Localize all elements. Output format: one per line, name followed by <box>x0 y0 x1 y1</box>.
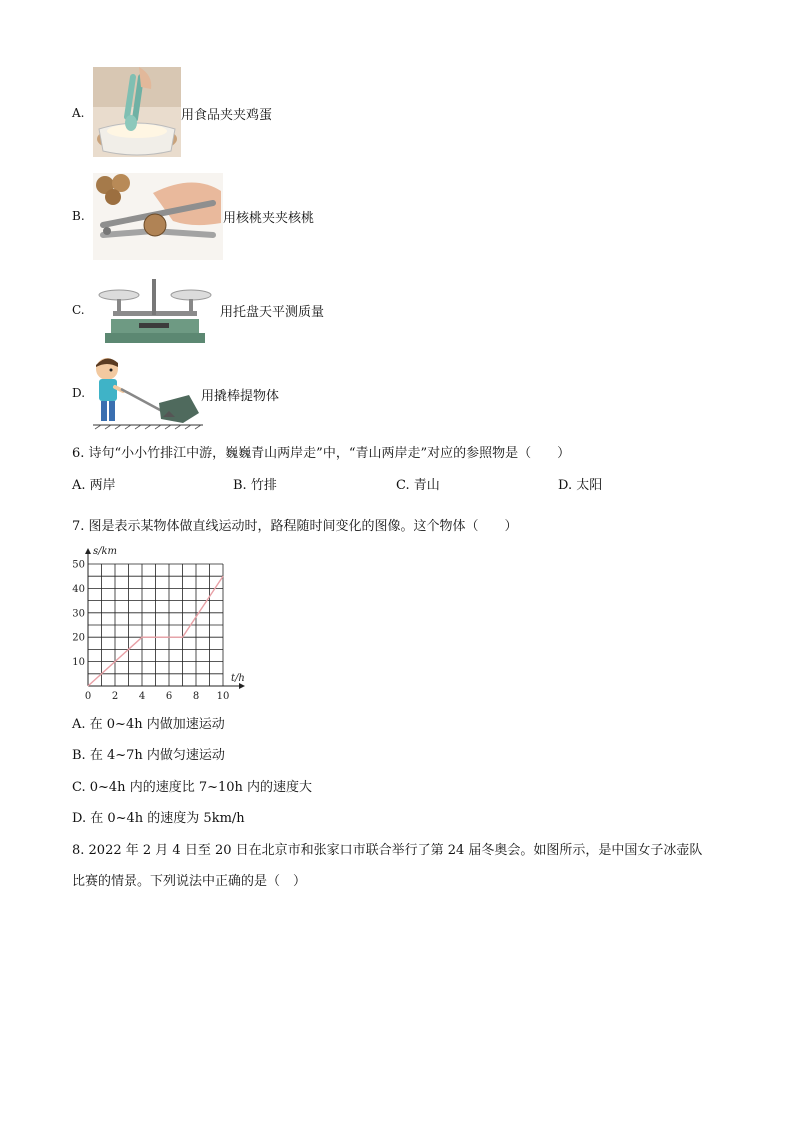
option-caption: 用食品夹夹鸡蛋 <box>181 108 273 123</box>
option-caption: 用核桃夹夹核桃 <box>223 211 315 226</box>
x-tick-label: 10 <box>216 691 230 702</box>
x-tick-label: 2 <box>111 691 119 702</box>
x-tick-label: 6 <box>165 691 173 702</box>
q6-choice-b: B. 竹排 <box>233 478 277 493</box>
chart-labels <box>72 546 245 702</box>
y-tick-label: 50 <box>72 559 85 571</box>
y-tick-label: 40 <box>72 583 85 595</box>
x-tick-label: 0 <box>84 691 92 702</box>
tongs-egg-image <box>93 67 181 157</box>
option-letter: D. <box>72 386 86 400</box>
x-tick-label: 8 <box>192 691 200 702</box>
q7-choice-c: C. 0~4h 内的速度比 7~10h 内的速度大 <box>72 780 313 795</box>
chart-svg <box>62 540 262 705</box>
q7-choice-b: B. 在 4~7h 内做匀速运动 <box>72 748 225 763</box>
q6-choice-a: A. 两岸 <box>72 478 116 493</box>
y-axis-label: s/km <box>93 546 118 557</box>
y-tick-label: 10 <box>72 657 85 669</box>
distance-time-chart <box>62 540 262 705</box>
x-axis-label: t/h <box>231 673 245 684</box>
q6-stem: 6. 诗句“小小竹排江中游，巍巍青山两岸走”中，“青山两岸走”对应的参照物是（ ） <box>72 446 571 461</box>
crowbar-boy-image <box>93 355 203 433</box>
q7-stem: 7. 图是表示某物体做直线运动时，路程随时间变化的图像。这个物体（ ） <box>72 519 518 534</box>
nutcracker-image <box>93 173 223 260</box>
q7-choice-d: D. 在 0~4h 的速度为 5km/h <box>72 811 245 826</box>
option-caption: 用撬棒提物体 <box>201 389 280 404</box>
x-tick-label: 4 <box>138 691 146 702</box>
q6-choice-d: D. 太阳 <box>558 478 603 493</box>
y-tick-label: 20 <box>72 632 85 644</box>
q7-choice-a: A. 在 0~4h 内做加速运动 <box>72 717 225 732</box>
q8-line-1: 8. 2022 年 2 月 4 日至 20 日在北京市和张家口市联合举行了第 24 届冬奥会。如图所示，是中国女子冰壶队 <box>72 843 703 858</box>
q8-line-2: 比赛的情景。下列说法中正确的是（ ） <box>72 874 307 889</box>
y-tick-label: 30 <box>72 608 85 620</box>
option-letter: B. <box>72 209 85 223</box>
balance-scale-image <box>93 275 215 347</box>
y-axis-arrow <box>85 548 91 554</box>
option-caption: 用托盘天平测质量 <box>220 305 325 320</box>
q6-choice-c: C. 青山 <box>396 478 440 493</box>
option-letter: C. <box>72 303 85 317</box>
option-letter: A. <box>72 106 85 120</box>
